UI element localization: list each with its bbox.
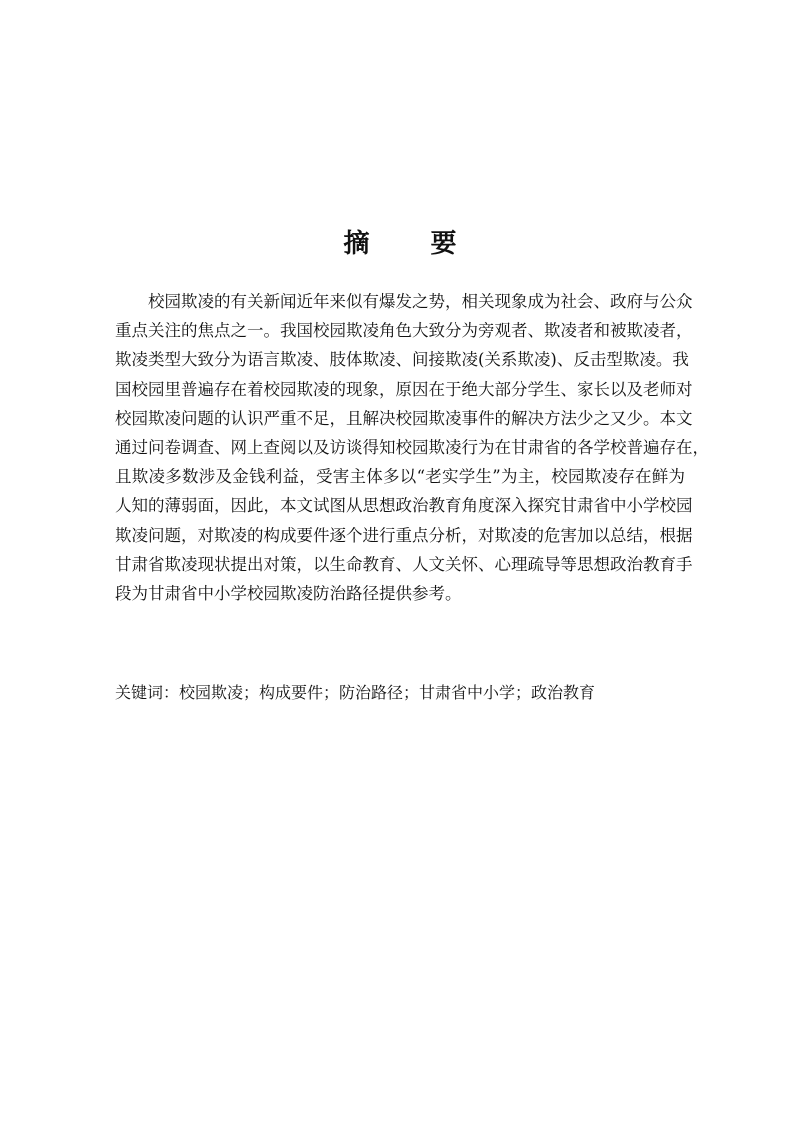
abstract-body [115, 287, 709, 608]
abstract-line: 欺凌类型大致分为语言欺凌、肢体欺凌、间接欺凌(关系欺凌)、反击型欺凌。我 [115, 350, 689, 370]
abstract-line: 国校园里普遍存在着校园欺凌的现象，原因在于绝大部分学生、家长以及老师对 [115, 379, 693, 399]
abstract-line: 通过问卷调查、网上查阅以及访谈得知校园欺凌行为在甘肃省的各学校普遍存在， [115, 437, 709, 457]
abstract-line: 校园欺凌的有关新闻近年来似有爆发之势，相关现象成为社会、政府与公众 [148, 292, 693, 311]
keywords-line: 关键词：校园欺凌；构成要件；防治路径；甘肃省中小学；政治教育 [115, 683, 596, 702]
abstract-line: 且欺凌多数涉及金钱利益，受害主体多以“老实学生”为主，校园欺凌存在鲜为 [115, 467, 685, 487]
abstract-title: 摘 要 [343, 229, 483, 259]
abstract-line: 欺凌问题，对欺凌的构成要件逐个进行重点分析，对欺凌的危害加以总结，根据 [115, 525, 693, 545]
abstract-line: 重点关注的焦点之一。我国校园欺凌角色大致分为旁观者、欺凌者和被欺凌者， [115, 321, 693, 341]
abstract-line: 甘肃省欺凌现状提出对策，以生命教育、人文关怀、心理疏导等思想政治教育手 [115, 554, 693, 574]
abstract-line: 段为甘肃省中小学校园欺凌防治路径提供参考。 [115, 583, 462, 603]
abstract-line: 校园欺凌问题的认识严重不足，且解决校园欺凌事件的解决方法少之又少。本文 [115, 408, 693, 428]
abstract-line: 人知的薄弱面，因此，本文试图从思想政治教育角度深入探究甘肃省中小学校园 [115, 496, 693, 516]
